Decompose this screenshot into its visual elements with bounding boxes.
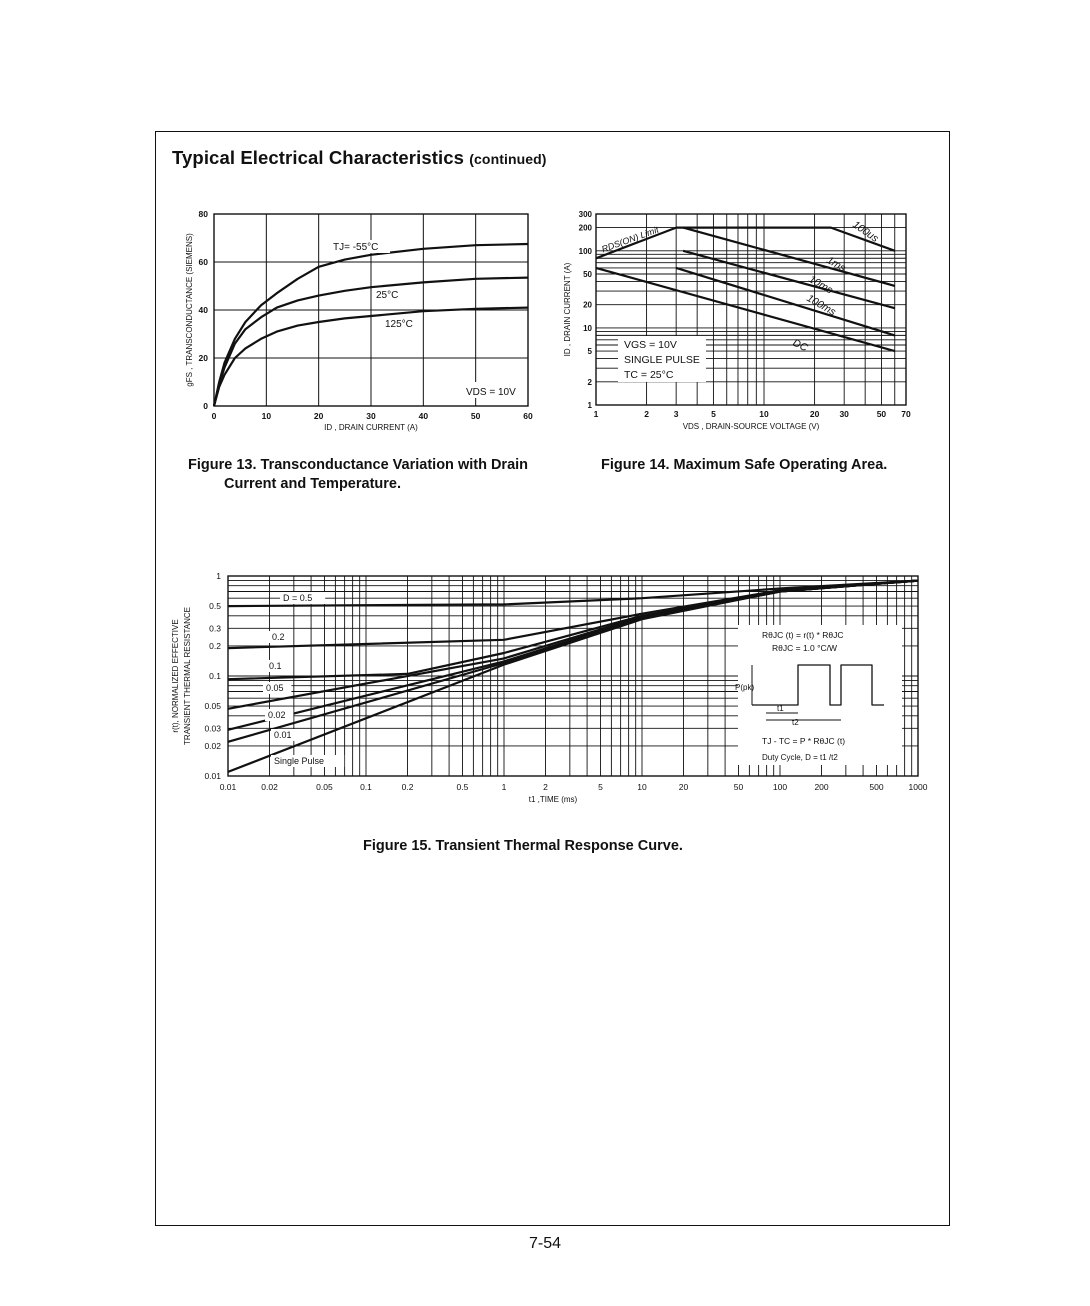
fig15-series-label: 0.01 [274,730,292,740]
fig14-y-tick-label: 1 [587,401,592,410]
fig13-x-tick-label: 30 [366,411,376,421]
fig14-x-tick-label: 5 [711,409,716,419]
page-heading: Typical Electrical Characteristics (continued) [172,147,547,168]
fig15-x-tick-label: 10 [637,782,647,792]
fig14-series-label: DC [790,336,810,355]
figure-13-chart [185,209,533,432]
fig15-y-tick-label: 0.02 [204,740,221,751]
fig15-x-tick-label: 200 [814,782,829,792]
figure-14-chart [563,210,911,431]
fig14-x-tick-label: 30 [839,409,849,419]
fig15-x-tick-label: 20 [678,782,689,792]
fig15-inset-text: P(pk) [735,683,755,692]
fig14-y-tick-label: 50 [583,269,592,279]
fig13-annotation: VDS = 10V [466,387,516,398]
fig15-y-tick-label: 0.5 [209,601,221,612]
fig13-y-tick-label: 60 [198,257,208,267]
fig14-limit-label: RDS(ON) Limit [600,224,661,255]
fig14-x-tick-label: 3 [673,409,679,419]
fig15-x-tick-label: 500 [869,782,884,792]
fig15-x-tick-label: 100 [772,782,788,792]
fig15-series-label: 0.05 [266,683,284,693]
fig14-series-label: 1ms [824,254,848,275]
fig13-x-tick-label: 50 [470,411,481,421]
fig14-y-tick-label: 20 [583,300,592,310]
fig13-y-axis-label: gFS , TRANSCONDUCTANCE (SIEMENS) [185,233,194,387]
fig15-x-tick-label: 0.05 [316,782,333,792]
fig13-series-label: TJ= -55°C [333,242,379,253]
figure-14-caption: Figure 14. Maximum Safe Operating Area. [601,457,888,473]
fig15-y-tick-label: 0.2 [209,640,221,651]
fig15-y-tick-label: 0.01 [204,771,221,781]
fig15-x-tick-label: 1 [501,782,507,792]
fig13-y-tick-label: 0 [203,401,208,411]
fig15-x-tick-label: 5 [598,782,603,792]
fig13-x-tick-label: 10 [261,411,272,421]
fig15-inset-text: RθJC (t) = r(t) * RθJC [762,630,844,640]
fig14-y-tick-label: 100 [578,246,592,256]
fig15-series-label: 0.02 [268,710,286,720]
fig14-x-tick-label: 50 [876,409,887,419]
fig15-x-tick-label: 2 [543,782,548,792]
fig15-x-tick-label: 0.02 [261,782,278,792]
fig15-series-d-0-5 [228,581,918,607]
fig15-y-tick-label: 1 [216,571,221,581]
fig15-inset-text: Duty Cycle, D = t1 /t2 [762,753,838,762]
fig14-y-tick-label: 300 [578,210,592,219]
fig14-y-tick-label: 5 [587,347,592,357]
fig15-x-tick-label: 1000 [908,782,928,792]
fig15-y-axis-label: r(t), NORMALIZED EFFECTIVE [171,619,180,733]
fig14-y-tick-label: 2 [587,377,592,387]
fig15-y-axis-label: TRANSIENT THERMAL RESISTANCE [183,607,192,745]
fig13-x-tick-label: 20 [313,411,324,421]
figure-13-caption: Figure 13. Transconductance Variation with Drain Current and Temperature. [188,457,529,492]
fig13-x-tick-label: 40 [418,411,429,421]
fig15-x-axis-label: t1 ,TIME (ms) [528,795,578,804]
fig14-condition-text: SINGLE PULSE [624,354,700,366]
fig14-y-tick-label: 10 [583,323,592,333]
fig15-y-tick-label: 0.3 [209,623,221,634]
fig15-y-tick-label: 0.03 [204,723,221,734]
fig13-series-label: 25°C [376,290,399,301]
fig14-x-axis-label: VDS , DRAIN-SOURCE VOLTAGE (V) [682,422,820,431]
fig15-x-tick-label: 0.5 [456,782,469,792]
fig15-x-tick-label: 0.1 [360,782,372,792]
fig13-x-tick-label: 0 [211,411,217,421]
fig14-condition-text: VGS = 10V [624,339,677,351]
fig15-inset-text: t2 [792,718,799,727]
figure-15-caption: Figure 15. Transient Thermal Response Curve. [363,838,683,854]
fig13-y-tick-label: 40 [198,305,208,315]
fig15-series-label: Single Pulse [274,756,325,766]
fig15-series-label: D = 0.5 [283,593,313,603]
fig15-inset-text: t1 [777,704,784,713]
fig13-x-tick-label: 60 [523,411,533,421]
fig15-inset-text: RθJC = 1.0 °C/W [772,643,838,653]
fig14-y-tick-label: 200 [578,223,592,233]
fig14-series-label: 100us [850,218,881,245]
fig15-x-tick-label: 0.01 [219,782,237,792]
fig15-series-label: 0.2 [272,632,285,642]
fig14-series-label: 10ms [806,273,835,297]
fig15-series-label: 0.1 [269,661,282,671]
fig14-x-tick-label: 70 [901,409,911,419]
fig14-y-axis-label: ID , DRAIN CURRENT (A) [563,262,572,357]
figure-15-chart [171,571,928,804]
fig14-x-tick-label: 1 [593,409,599,419]
fig14-x-tick-label: 10 [759,409,769,419]
fig14-x-tick-label: 20 [809,409,820,419]
fig13-x-axis-label: ID , DRAIN CURRENT (A) [324,423,418,432]
fig13-y-tick-label: 80 [198,209,208,219]
fig14-series-label: 100ms [804,292,838,319]
fig14-x-tick-label: 2 [644,409,649,419]
fig15-x-tick-label: 50 [733,782,744,792]
fig13-series-label: 125°C [385,319,413,330]
fig15-inset-text: TJ - TC = P * RθJC (t) [762,736,846,746]
fig15-y-tick-label: 0.05 [204,701,221,712]
fig15-x-tick-label: 0.2 [401,782,414,792]
fig13-y-tick-label: 20 [198,353,208,363]
fig15-y-tick-label: 0.1 [209,671,221,681]
page-number: 7-54 [528,1235,562,1252]
fig14-condition-text: TC = 25°C [624,369,674,381]
